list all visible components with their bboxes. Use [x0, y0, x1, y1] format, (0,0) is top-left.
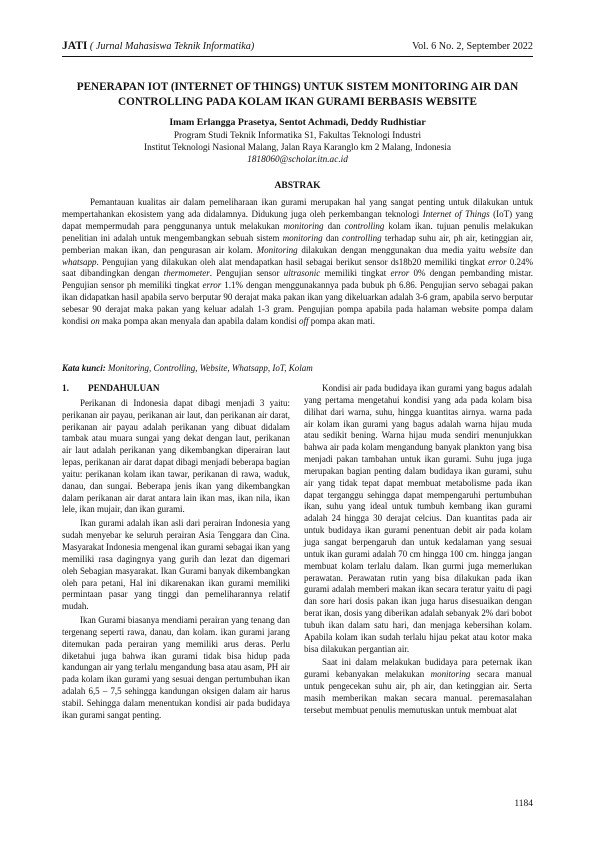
page-number: 1184 [514, 799, 533, 809]
keywords-label: Kata kunci: [62, 363, 106, 373]
abstract-body: Pemantauan kualitas air dalam pemeliharaan ikan gurami merupakan hal yang sangat penting untuk dilakukan untuk mempertahankan ekosistem yang ada didalamnya. Didukung juga oleh perkembangan teknologi Internet of Things (IoT) yang dapat mempermudah para penggunanya untuk melakukan monitoring dan controlling kolam ikan. tujuan penulis melakukan penelitian ini adalah untuk mengembangkan sebuah sistem monitoring dan controlling terhadap suhu air, ph air, ketinggian air, pemberian makan ikan, dan pengurasan air kolam. Monitoring dilakukan dengan menggunakan dua media yaitu website dan whatsapp. Pengujian yang dilakukan oleh alat mendapatkan hasil sebagai berikut sensor ds18b20 memiliki tingkat error 0.24% saat dibandingkan dengan thermometer. Pengujian sensor ultrasonic memiliki tingkat error 0% dengan pembanding mistar. Pengujian sensor ph memiliki tingkat error 1.1% dengan menggunakannya pada bubuk ph 6.86. Pengujian servo sebagai pakan ikan didapatkan hasil apabila servo berputar 90 derajat maka pakan ikan yang dikeluarkan adalah 3-6 gram, apabila servo berputar sebesar 90 derajat maka pakan yang keluar adalah 1-3 gram. Pengujian pompa apabila pada halaman website pompa dalam kondisi on maka pompa akan menyala dan apabila dalam kondisi off pompa akan mati. [62, 197, 534, 327]
journal-acronym: JATI [62, 40, 88, 52]
affiliation-program: Program Studi Teknik Informatika S1, Fakultas Teknologi Industri [173, 131, 422, 141]
affiliation-institute: Institut Teknologi Nasional Malang, Jalan Raya Karanglo km 2 Malang, Indonesia [144, 143, 451, 153]
right-column [304, 383, 532, 719]
paragraph: Ikan gurami adalah ikan asli dari perairan Indonesia yang sudah menyebar ke seluruh perairan Asia Tenggara dan Cina. Masyarakat Indonesia mengenal ikan gurami sebagai ikan yang memiliki rasa dagingnya yang gurih dan lezat dan digemari oleh Sebagian masyarakat. Ikan Gurami banyak dikembangkan oleh para petani, Hal ini dikarenakan ikan gurami memiliki permintaan pasar yang tinggi dan pemeliharannya relatif mudah. [62, 518, 290, 612]
keywords-text: Monitoring, Controlling, Website, Whatsapp, IoT, Kolam [108, 363, 313, 373]
paragraph: Kondisi air pada budidaya ikan gurami yang bagus adalah yang pertama mengetahui kondisi yang ada pada kolam bisa dilihat dari warna, suhu, hingga kuantitas airnya. warna pada air kolam ikan gurami yang bagus adalah warna hijau muda atau sedikit bening. Warna hijau muda sendiri menunjukkan bahwa air pada kolam mengandung banyak plankton yang bisa menjadi pakan tambahan untuk ikan gurami. Suhu juga juga merupakan bagian penting dalam budidaya ikan gurami, suhu air yang tidak tepat dapat membuat metabolisme pada ikan dapat terganggu sehingga dapat mempengaruhi pertumbuhan ikan, suhu yang ideal untuk tumbuh kembang ikan gurami adalah 24 hingga 30 derajat celcius. Dan kuantitas pada air untuk budidaya ikan gurami penentuan debit air pada kolam juga sangat berpengaruh dan untuk kedalaman yang sesuai untuk ikan gurami adalah 70 cm hingga 100 cm. hingga jangan membuat kolam terlalu dalam. Ikan gurmi juga memerlukan perawatan. Perawatan rutin yang bisa dilakukan pada ikan gurami adalah memberi makan ikan secara teratur yaitu di pagi dan sore hari dosis pakan ikan juga harus disesuaikan dengan berat ikan, dosis yang diberikan adalah sebanyak 2% dari bobot tubuh ikan dalam satu hari, dan menjaga kebersihan kolam. Apabila kolam ikan sudah terlalu hijau pekat atau kotor maka bisa dilakukan pergantian air. [304, 383, 532, 654]
header-divider [62, 56, 533, 57]
author-email: 1818060@scholar.itn.ac.id [247, 155, 348, 165]
paragraph: Perikanan di Indonesia dapat dibagi menjadi 3 yaitu: perikanan air payau, perikanan air laut, dan perikanan air darat, perikanan air payau adalah perikanan yang dibuat didalam tambak atau muara sungai yang dekat dengan laut, perikanan air laut adalah perikanan yang dikembangkan diperairan laut lepas, perikanan air darat dapat dibagi menjadi beberapa bagian yaitu: perikanan kolam ikan tawar, perikanan di rawa, waduk, danau, dan sungai. Beberapa jenis ikan yang dikembangkan dalam perikanan air darat antara lain ikan mas, ikan nila, ikan lele, ikan mujair, dan ikan gurami. [62, 397, 290, 515]
keywords [62, 363, 533, 373]
running-header [62, 40, 533, 52]
paragraph: Ikan Gurami biasanya mendiami perairan yang tenang dan tergenang seperti rawa, danau, dan kolam. ikan gurami jarang ditemukan pada perairan yang memiliki arus deras. Perlu diketahui juga bahwa ikan gurami tidak bisa hidup pada kandungan air yang terlalu mengandung basa atau asam, PH air pada kolam ikan gurami yang sesuai dengan pertumbuhan ikan adalah 6,5 – 7,5 sehingga kandungan oksigen dalam air harus stabil. Sehingga dalam menentukan kondisi air pada budidaya ikan gurami sangat penting. [62, 615, 290, 720]
section-title: PENDAHULUAN [88, 383, 160, 393]
journal-full-name: ( Jurnal Mahasiswa Teknik Informatika) [89, 41, 255, 52]
journal-name [62, 40, 254, 52]
section-number: 1. [62, 383, 69, 393]
paragraph: Saat ini dalam melakukan budidaya para peternak ikan gurami kebanyakan melakukan monitoring secara manual untuk pengecekan suhu air, ph air, dan ketinggian air. Serta masih memberikan makan secara manual. peremasalahan tersebut membuat penulis memutuskan untuk membuat alat [304, 657, 532, 715]
abstract-heading: ABSTRAK [274, 181, 321, 191]
left-column [62, 383, 290, 724]
paper-title: PENERAPAN IOT (INTERNET OF THINGS) UNTUK SISTEM MONITORING AIR DAN CONTROLLING PADA KOLAM IKAN GURAMI BERBASIS WEBSITE [76, 81, 519, 108]
section-heading [62, 383, 290, 395]
author-list: Imam Erlangga Prasetya, Sentot Achmadi, Deddy Rudhistiar [169, 117, 426, 128]
issue-info: Vol. 6 No. 2, September 2022 [412, 41, 533, 52]
